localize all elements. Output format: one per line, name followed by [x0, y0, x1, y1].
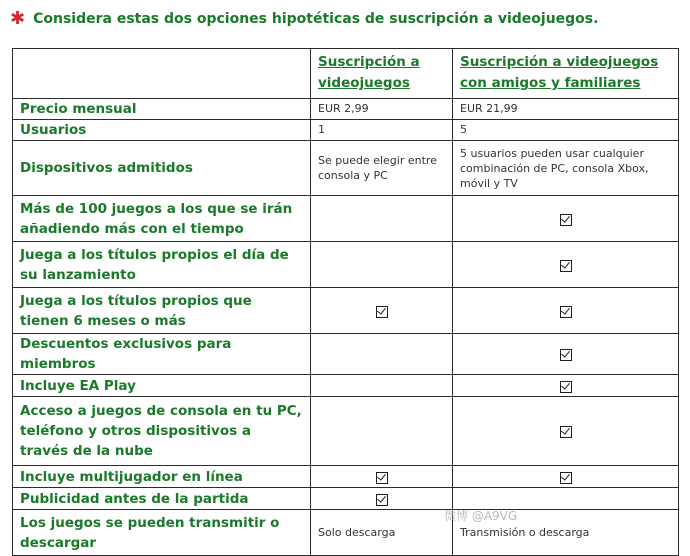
- basic-check-cell: [311, 466, 453, 488]
- table-row: [13, 510, 679, 556]
- checkbox-checked-icon: [560, 349, 572, 361]
- basic-value: EUR 2,99: [311, 99, 453, 120]
- family-value: 5: [453, 120, 679, 141]
- feature-label: Descuentos exclusivos para miembros: [13, 334, 311, 375]
- family-check-cell: [453, 466, 679, 488]
- feature-label: Incluye EA Play: [13, 375, 311, 397]
- table-row: [13, 375, 679, 397]
- checkbox-checked-icon: [560, 306, 572, 318]
- basic-check-cell: [311, 242, 453, 288]
- checkbox-checked-icon: [560, 426, 572, 438]
- watermark: 微博 @A9VG: [444, 509, 518, 523]
- page-heading: [10, 8, 680, 30]
- basic-value: Solo descarga: [311, 510, 453, 556]
- asterisk-icon: ✱: [10, 8, 26, 29]
- feature-label: Juega a los títulos propios que tienen 6 meses o más: [13, 288, 311, 334]
- family-check-cell: [453, 397, 679, 466]
- table-row: [13, 196, 679, 242]
- feature-label: Juega a los títulos propios el día de su lanzamiento: [13, 242, 311, 288]
- feature-label: Dispositivos admitidos: [13, 141, 311, 196]
- checkbox-checked-icon: [376, 306, 388, 318]
- table-row: [13, 488, 679, 510]
- comparison-table: [12, 48, 679, 556]
- table-header-row: [13, 49, 679, 99]
- checkbox-checked-icon: [376, 472, 388, 484]
- checkbox-checked-icon: [560, 472, 572, 484]
- family-check-cell: [453, 375, 679, 397]
- feature-label: Acceso a juegos de consola en tu PC, teléfono y otros dispositivos a través de la nube: [13, 397, 311, 466]
- basic-check-cell: [311, 334, 453, 375]
- family-value: 5 usuarios pueden usar cualquier combinación de PC, consola Xbox, móvil y TV: [453, 141, 679, 196]
- checkbox-checked-icon: [560, 381, 572, 393]
- family-check-cell: [453, 242, 679, 288]
- basic-check-cell: [311, 288, 453, 334]
- family-check-cell: [453, 196, 679, 242]
- family-value: EUR 21,99: [453, 99, 679, 120]
- table-row: [13, 242, 679, 288]
- checkbox-checked-icon: [560, 260, 572, 272]
- table-row: [13, 141, 679, 196]
- table-row: [13, 334, 679, 375]
- column-title-family: Suscripción a videojuegos con amigos y familiares: [453, 49, 679, 99]
- feature-label: Publicidad antes de la partida: [13, 488, 311, 510]
- family-check-cell: [453, 288, 679, 334]
- family-check-cell: [453, 334, 679, 375]
- basic-check-cell: [311, 397, 453, 466]
- column-title-basic: Suscripción a videojuegos: [311, 49, 453, 99]
- table-row: [13, 288, 679, 334]
- feature-label: Usuarios: [13, 120, 311, 141]
- basic-value: 1: [311, 120, 453, 141]
- table-row: [13, 99, 679, 120]
- basic-check-cell: [311, 375, 453, 397]
- family-value: Transmisión o descarga: [453, 510, 679, 556]
- feature-label: Los juegos se pueden transmitir o descargar: [13, 510, 311, 556]
- basic-check-cell: [311, 196, 453, 242]
- feature-label: Más de 100 juegos a los que se irán añadiendo más con el tiempo: [13, 196, 311, 242]
- heading-text: Considera estas dos opciones hipotéticas de suscripción a videojuegos.: [33, 11, 599, 27]
- table-row: [13, 466, 679, 488]
- header-empty-cell: [13, 49, 311, 99]
- feature-label: Incluye multijugador en línea: [13, 466, 311, 488]
- basic-value: Se puede elegir entre consola y PC: [311, 141, 453, 196]
- table-row: [13, 120, 679, 141]
- checkbox-checked-icon: [376, 494, 388, 506]
- basic-check-cell: [311, 488, 453, 510]
- checkbox-checked-icon: [560, 214, 572, 226]
- feature-label: Precio mensual: [13, 99, 311, 120]
- table-row: [13, 397, 679, 466]
